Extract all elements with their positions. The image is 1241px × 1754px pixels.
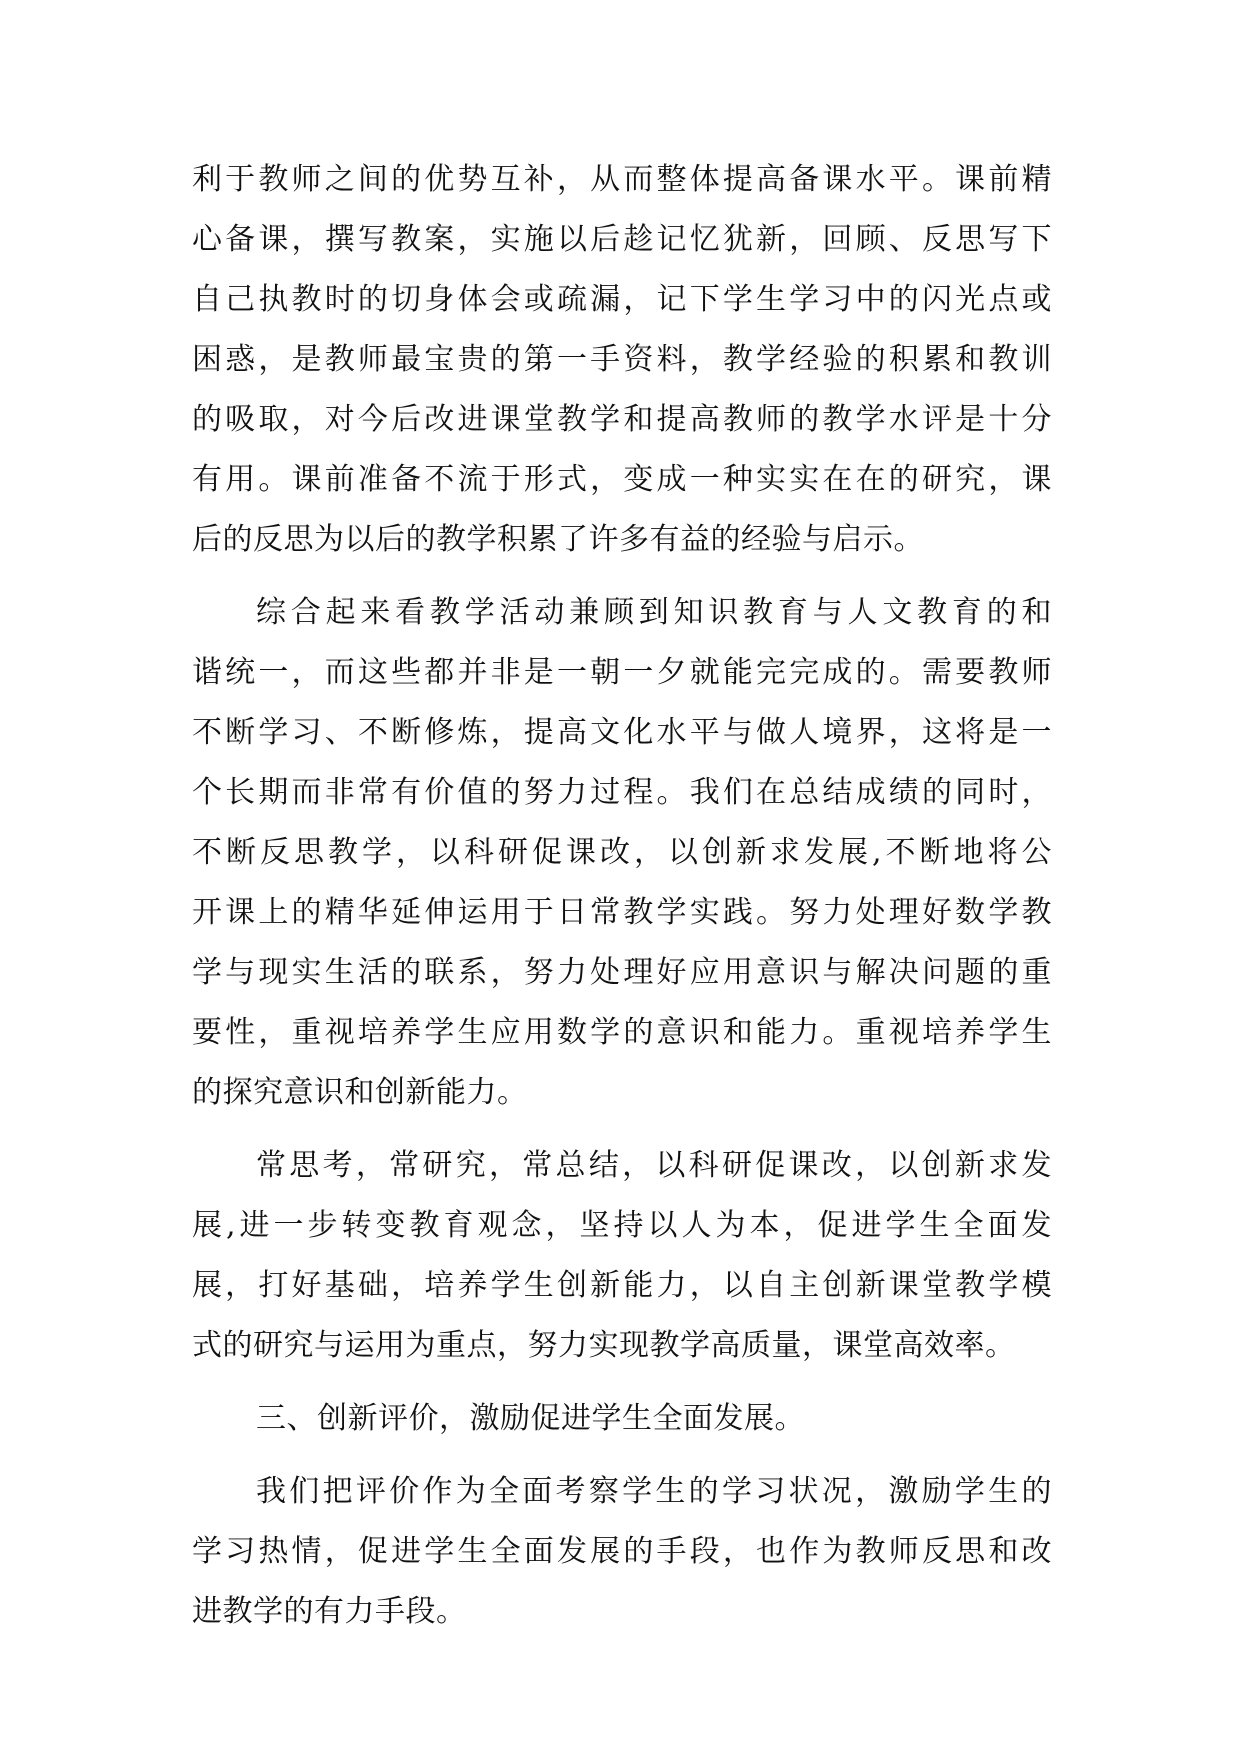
text-line: 的吸取，对今后改进课堂教学和提高教师的教学水评是十分 — [192, 402, 1052, 437]
text-line: 开课上的精华延伸运用于日常教学实践。努力处理好数学教 — [192, 895, 1052, 930]
text-line: 学习热情，促进学生全面发展的手段，也作为教师反思和改 — [192, 1534, 1052, 1569]
paragraph — [192, 1136, 1052, 1376]
text-line: 利于教师之间的优势互补，从而整体提高备课水平。课前精 — [192, 162, 1052, 197]
paragraph — [192, 1462, 1052, 1642]
text-line: 自己执教时的切身体会或疏漏，记下学生学习中的闪光点或 — [192, 282, 1052, 317]
text-line: 进教学的有力手段。 — [192, 1594, 467, 1629]
text-line: 谐统一，而这些都并非是一朝一夕就能完完成的。需要教师 — [192, 655, 1052, 690]
text-line: 不断学习、不断修炼，提高文化水平与做人境界，这将是一 — [192, 715, 1052, 750]
text-line: 式的研究与运用为重点，努力实现教学高质量，课堂高效率。 — [192, 1328, 1016, 1363]
text-line: 不断反思教学，以科研促课改，以创新求发展,不断地将公 — [192, 835, 1052, 870]
text-line: 心备课，撰写教案，实施以后趁记忆犹新，回顾、反思写下 — [192, 222, 1052, 257]
text-line: 要性，重视培养学生应用数学的意识和能力。重视培养学生 — [192, 1015, 1052, 1050]
document-page — [192, 150, 1052, 1642]
paragraph — [192, 583, 1052, 1123]
text-line: 三、创新评价，激励促进学生全面发展。 — [256, 1401, 805, 1436]
text-line: 的探究意识和创新能力。 — [192, 1075, 528, 1110]
text-line: 个长期而非常有价值的努力过程。我们在总结成绩的同时， — [192, 775, 1052, 810]
text-line: 我们把评价作为全面考察学生的学习状况，激励学生的 — [256, 1474, 1052, 1509]
text-line: 综合起来看教学活动兼顾到知识教育与人文教育的和 — [256, 595, 1052, 630]
paragraph — [192, 150, 1052, 570]
text-line: 常思考，常研究，常总结，以科研促课改，以创新求发 — [256, 1148, 1052, 1183]
text-line: 有用。课前准备不流于形式，变成一种实实在在的研究，课 — [192, 462, 1052, 497]
section-heading — [192, 1389, 1052, 1449]
text-line: 学与现实生活的联系，努力处理好应用意识与解决问题的重 — [192, 955, 1052, 990]
text-line: 展，打好基础，培养学生创新能力，以自主创新课堂教学模 — [192, 1268, 1052, 1303]
text-line: 困惑，是教师最宝贵的第一手资料，教学经验的积累和教训 — [192, 342, 1052, 377]
text-line: 后的反思为以后的教学积累了许多有益的经验与启示。 — [192, 522, 924, 557]
text-line: 展,进一步转变教育观念，坚持以人为本，促进学生全面发 — [192, 1208, 1052, 1243]
